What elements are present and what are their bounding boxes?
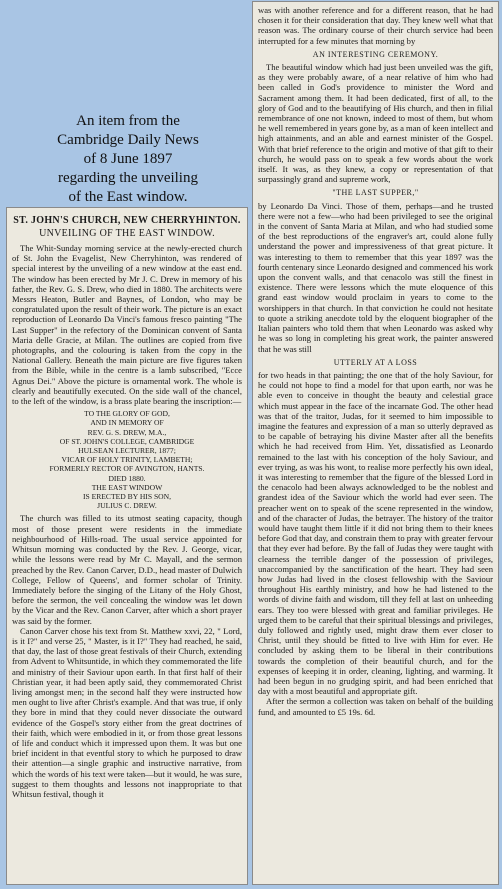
caption-line: of the East window. — [68, 189, 188, 205]
brass-plate-inscription — [12, 409, 242, 510]
paragraph: for two heads in that painting; the one that of the holy Saviour, for he could not hope to find a model for that upon earth, nor was he able even to conceive in thought the beauty and celestial grace which must appear in the face of the incarnate God. The other head was that of the traitor, Judas, for it seemed to him impossible to imagine the features and expression of a man so utterly depraved as to be capable of betraying his divine Master after all the benefits which he had received from Him. Yet, dissatisfied as Leonardo remained to the last with his conception of the holy Saviour, and ever trying, as was his wont, to realise more perfectly his own ideal, it was interesting to remember that the figure of the blessed Lord in the cenacolo had been always acknowledged to be the noblest and grandest idea of the Saviour which the world had ever seen. The preacher went on to speak of the scene represented in the window, and of the character of Judas, the betrayer. The history of the traitor would have taught them little if it did not bring them to their knees before God that day, and constrain them to pray with greater fervour that they ever had before. By the fall of Judas they were taught with clearness the terrible danger of the possession of privileges, unaccompanied by the sanctification of the heart. They had seen how Judas had lived in the closest fellowship with the Saviour throughout His earthly ministry, and how he had listened to the words of divine faith and wisdom, till they fell at last on unheeding ears. They too were blessed with great and familiar privileges. He urged them to be careful that their spiritual blessings and privileges, duly followed and rightly used, might draw them ever closer to Christ, until they should be fitted to live with Him for ever. He concluded by asking them to be liberal in their contributions towards the completion of their beautiful church, and for the expenses of keeping it in order, cleaning, lighting, and warming. It had been begun in no grudging spirit, and had been enriched that day with a most beautiful and appropriate gift. — [258, 369, 493, 697]
newspaper-clipping-right — [253, 2, 498, 884]
paragraph: The Whit-Sunday morning service at the newly-erected church of St. John the Evagelist, New Cherryhinton, was rendered of special interest by the unveiling of a new window at the east end. The window has been erected by Mr J. C. Drew in memory of his father, the Rev. G. S. Drew, who died in 1880. The architects were Messrs Heaton, Butler and Baynes, of London, who may be congratulated upon the result of their work. The picture is an exact reproduction of Leonardo Da Vinci's famous fresco painting "The Last Supper" in the refectory of the Dominican convent of Santa Maria delle Gracie, at Milan. The outlines are copied from five photographs, and the colouring is taken from the copy in the National Gallery. Beneath the main picture are five figures taken from the Bible, while in the centre is a lamb subscribed, "Ecce Agnus Dei." Above the picture is ornamental work. The whole is clearly and beautifully executed. On the side wall of the chancel, to the left of the window, is a brass plate bearing the inscription:— — [12, 243, 242, 407]
inscription-line: DIED 1880. — [108, 473, 146, 483]
right-column — [253, 2, 498, 720]
inscription-line: THE EAST WINDOW — [91, 482, 163, 492]
caption-line: An item from the — [76, 113, 180, 129]
inscription-line: REV. G. S. DREW, M.A., — [87, 427, 167, 437]
caption-line: regarding the unveiling — [58, 170, 198, 186]
inscription-line: OF ST. JOHN'S COLLEGE, CAMBRIDGE — [59, 436, 195, 446]
article-subtitle: UNVEILING OF THE EAST WINDOW. — [39, 228, 215, 239]
caption-line: Cambridge Daily News — [57, 132, 199, 148]
caption — [8, 112, 248, 207]
inscription-line: HULSEAN LECTURER, 1877; — [78, 446, 176, 456]
inscription-line: TO THE GLORY OF GOD, — [84, 409, 170, 419]
paragraph: The beautiful window which had just been unveiled was the gift, as they were probably aware, of a near relative of him who had been called in God's providence to minister the Word and Sacrament among them. It had been dedicated, first of all, to the glory of God and to the beautifying of His church, and then in filial remembrance of one not known, indeed to most of them, but whom he well remembered in years gone by, as a man of keen intellect and high attainments, and an able and earnest minister of the Gospel. With that brief reference to the origin and motive of that gift to their church, he would pass on to speak a few words about the work itself. It was, as they knew, a copy or representation of that surpassingly grand and supreme work, — [258, 62, 493, 185]
inscription-line: IS ERECTED BY HIS SON, — [82, 492, 172, 502]
paragraph: The church was filled to its utmost seating capacity, though most of those present were residents in the immediate neighbourhood of Hills-road. The usual service appointed for Whitsun morning was conducted by the Rev. J. George, vicar, while the lessons were read by Mr C. Mayall, and the sermon preached by the Rev. Canon Carver, D.D., head master of Dulwich College, Fellow of Queens', and former scholar of Trinity. Immediately before the singing of the Litany of the Holy Ghost, before the sermon, the veil concealing the window was let down by the Vicar and the Rev. Canon Carver, after which a short prayer was said by the former. — [12, 513, 242, 626]
left-column — [7, 208, 247, 802]
paragraph: was with another reference and for a different reason, that he had chosen it for their consideration that day. They knew well what that reason was. The ordinary course of their church service had been interrupted for a few minutes that morning by — [258, 5, 493, 46]
inscription-line: FORMERLY RECTOR OF AVINGTON, HANTS. — [49, 464, 205, 474]
paragraph: Canon Carver chose his text from St. Matthew xxvi, 22, " Lord, is it I?" and verse 25, " Master, is it I?" They had reached, he said, that day, the last of those great festivals of their Church, extending from Advent to Whitsuntide, in which they commemorated the life and ministry of their Saviour upon earth. In that first half of their Christian year, it had been aptly said, they commemorated Christ living amongst men; in the second half they were instructed how men ought to live after Christ's example. And that was true, if only they bore in mind that they could never dissociate the outward evidence of the Gospel's story either from the great doctrines of their faith, which were embodied in it, or from those great lessons of life and conduct which it impressed upon them. It was but one brief incident in that eventful story to which he purposed to draw their attention—a single graphic and instructive narrative, from which the words of his text were taken—but it would, he was sure, suggest to them thoughts and lessons not inappropriate to that Whitsun festival, though it — [12, 625, 242, 799]
caption-line: of 8 June 1897 — [83, 151, 173, 167]
section-heading: AN INTERESTING CEREMONY. — [312, 49, 439, 59]
paragraph: After the sermon a collection was taken on behalf of the building fund, and amounted to £5 19s. 6d. — [258, 696, 493, 717]
section-heading: "THE LAST SUPPER," — [332, 188, 419, 198]
section-heading: UTTERLY AT A LOSS — [333, 357, 418, 367]
inscription-line: VICAR OF HOLY TRINITY, LAMBETH; — [61, 455, 193, 465]
inscription-line: AND IN MEMORY OF — [90, 418, 164, 428]
newspaper-clipping-left — [7, 208, 247, 884]
paragraph: by Leonardo Da Vinci. Those of them, perhaps—and he trusted there were not a few—who had been privileged to see the original in the convent of Santa Maria at Milan, and who had studied some of the best reproductions of the engraver's art, could alone fully understand the power and impressiveness of that great picture. It was interesting to them to remember that this year 1897 was the fourth centenary since Leonardo designed and commenced his work upon the convent walls, and that cenacolo was still the finest in existence. There were lessons which the mute eloquence of this grand east window would proclaim in years to come to the worshippers in that church. In that conviction he could not hesitate to quote a striking anecdote told by the eloquent biographer of the Italian painters who told them that when Leonardo was asked why he was so long in completing his great work, the painter answered that he was still — [258, 200, 493, 354]
article-title: ST. JOHN'S CHURCH, NEW CHERRYHINTON. — [13, 215, 241, 226]
inscription-line: JULIUS C. DREW. — [97, 501, 157, 511]
